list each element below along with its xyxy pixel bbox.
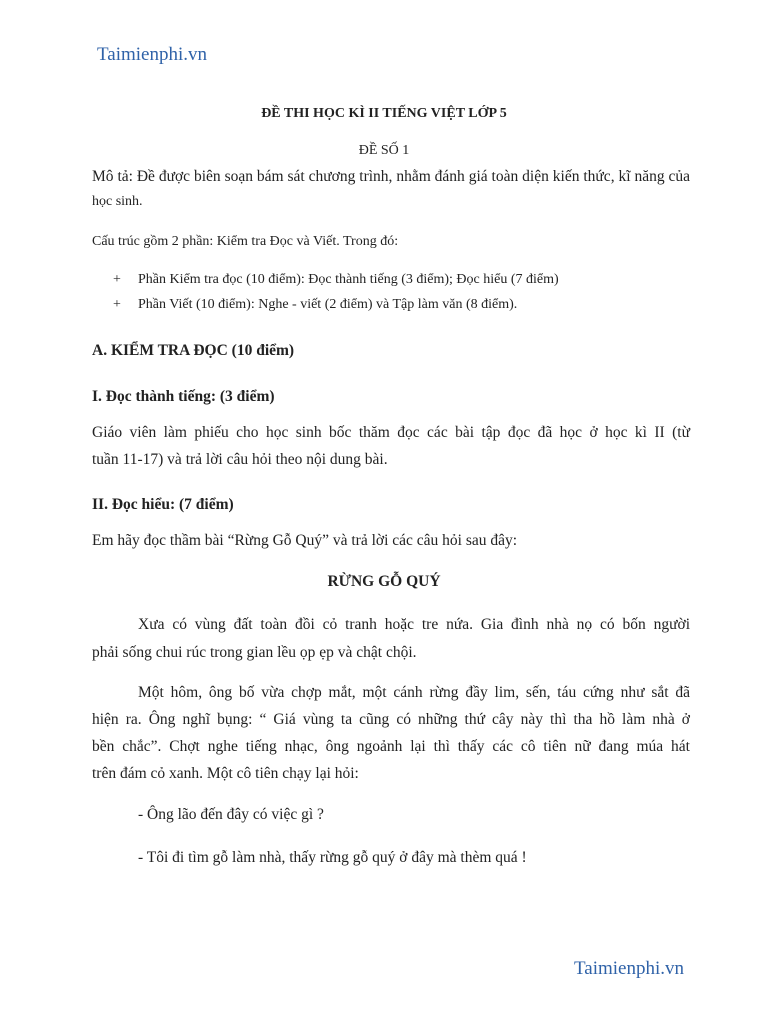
description-line-2: học sinh.	[92, 194, 143, 209]
bullet-item-2: Phần Viết (10 điểm): Nghe - viết (2 điểm) và Tập làm văn (8 điểm).	[138, 297, 518, 312]
story-p2-line-2: hiện ra. Ông nghĩ bụng: “ Giá vùng ta cũng có những thứ cây này thì tha hồ làm nhà ở	[92, 711, 690, 728]
exam-subtitle: ĐỀ SỐ 1	[358, 143, 410, 158]
story-p1-line-2: phải sống chui rúc trong gian lều ọp ẹp và chật chội.	[92, 644, 417, 661]
story-p2-line-1: Một hôm, ông bố vừa chợp mắt, một cánh rừng đầy lim, sến, táu cứng như sắt đã	[138, 684, 690, 701]
section-a-heading: A. KIỂM TRA ĐỌC (10 điểm)	[92, 342, 295, 359]
story-p1-line-1: Xưa có vùng đất toàn đồi cỏ tranh hoặc tre nứa. Gia đình nhà nọ có bốn người	[138, 616, 690, 633]
story-p2-line-3: bền chắc”. Chợt nghe tiếng nhạc, ông ngoảnh lại thì thấy các cô tiên nữ đang múa hát	[92, 738, 690, 755]
story-title: RỪNG GỖ QUÝ	[327, 573, 441, 590]
exam-title: ĐỀ THI HỌC KÌ II TIẾNG VIỆT LỚP 5	[261, 106, 507, 121]
section-1-line-1: Giáo viên làm phiếu cho học sinh bốc thăm đọc các bài tập đọc đã học ở học kì II (từ	[92, 424, 690, 441]
section-1-line-2: tuần 11-17) và trả lời câu hỏi theo nội dung bài.	[92, 451, 388, 468]
bullet-mark-2: +	[113, 297, 121, 312]
brand-watermark-bottom: Taimienphi.vn	[574, 958, 685, 979]
dialogue-line-2: - Tôi đi tìm gỗ làm nhà, thấy rừng gỗ quý ở đây mà thèm quá !	[138, 849, 527, 866]
description-line-1: Mô tả: Đề được biên soạn bám sát chương trình, nhằm đánh giá toàn diện kiến thức, kĩ năng của	[92, 168, 690, 185]
structure-intro: Cấu trúc gồm 2 phần: Kiểm tra Đọc và Viết. Trong đó:	[92, 234, 399, 249]
bullet-item-1: Phần Kiểm tra đọc (10 điểm): Đọc thành tiếng (3 điểm); Đọc hiểu (7 điểm)	[138, 272, 559, 287]
story-p2-line-4: trên đám cỏ xanh. Một cô tiên chạy lại hỏi:	[92, 765, 359, 782]
section-2-instruction: Em hãy đọc thầm bài “Rừng Gỗ Quý” và trả lời các câu hỏi sau đây:	[92, 532, 518, 549]
section-1-heading: I. Đọc thành tiếng: (3 điểm)	[92, 388, 275, 405]
dialogue-line-1: - Ông lão đến đây có việc gì ?	[138, 806, 324, 823]
section-2-heading: II. Đọc hiểu: (7 điểm)	[92, 496, 234, 513]
brand-watermark-top: Taimienphi.vn	[97, 44, 208, 65]
bullet-mark-1: +	[113, 272, 121, 287]
